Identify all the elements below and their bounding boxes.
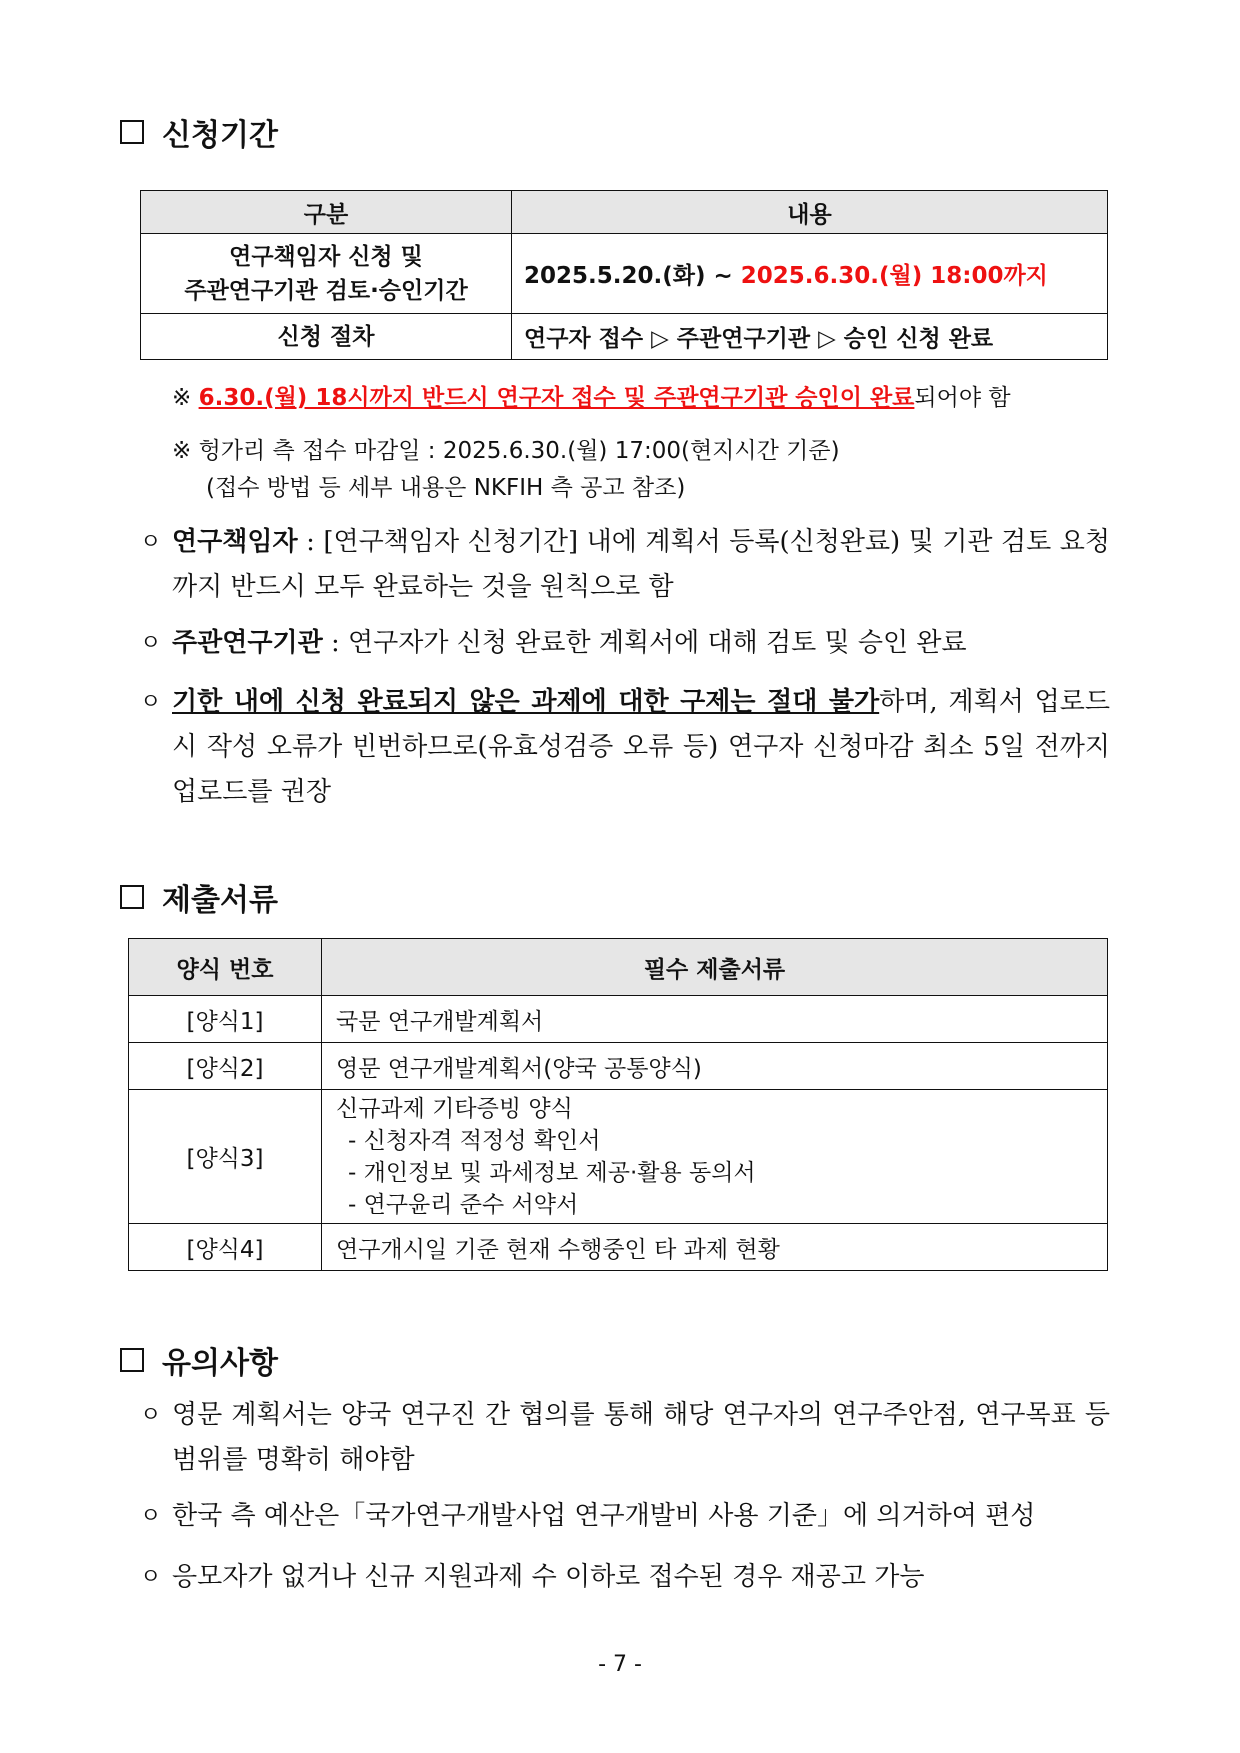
procedure-label: 신청 절차 [141, 314, 512, 360]
bullet-re-announcement: ㅇ 응모자가 없거나 신규 지원과제 수 이하로 접수된 경우 재공고 가능 [140, 1562, 925, 1592]
hungary-deadline-note: ※ 헝가리 측 접수 마감일 : 2025.6.30.(월) 17:00(현지시간 기준) (접수 방법 등 세부 내용은 NKFIH 측 공고 참조) [172, 438, 840, 501]
section-title-notes: 유의사항 [120, 1338, 278, 1382]
table-row: [양식2] 영문 연구개발계획서(양국 공통양식) [129, 1043, 1108, 1090]
bullet-budget: ㅇ 한국 측 예산은「국가연구개발사업 연구개발비 사용 기준」에 의거하여 편성 [140, 1501, 1036, 1531]
section-title-application-period: 신청기간 [120, 110, 278, 154]
table-header-row [129, 939, 1108, 996]
table-row [141, 234, 1108, 314]
header-category: 구분 [141, 191, 512, 234]
table-header-row [141, 191, 1108, 234]
page-number: - 7 - [598, 1652, 642, 1677]
table-row [141, 314, 1108, 360]
deadline-note: ※ 6.30.(월) 18시까지 반드시 연구자 접수 및 주관연구기관 승인이 완료되어야 함 [172, 385, 1011, 411]
header-form-number: 양식 번호 [129, 939, 322, 996]
checkbox-square-icon [120, 120, 144, 144]
header-content: 내용 [512, 191, 1108, 234]
checkbox-square-icon [120, 885, 144, 909]
application-period-table [140, 190, 1108, 360]
bullet-researcher: ㅇ 연구책임자 : [연구책임자 신청기간] 내에 계획서 등록(신청완료) 및 기관 검토 요청까지 반드시 모두 완료하는 것을 원칙으로 함 [140, 527, 1110, 602]
period-value: 2025.5.20.(화) ~ 2025.6.30.(월) 18:00까지 [512, 234, 1108, 314]
header-required-docs: 필수 제출서류 [322, 939, 1108, 996]
bullet-no-relief: ㅇ 기한 내에 신청 완료되지 않은 과제에 대한 구제는 절대 불가하며, 계획서 업로드 시 작성 오류가 빈번하므로(유효성검증 오류 등) 연구자 신청마감 최소 5일 전까지 업로드를 권장 [140, 687, 1110, 807]
checkbox-square-icon [120, 1348, 144, 1372]
bullet-institution: ㅇ 주관연구기관 : 연구자가 신청 완료한 계획서에 대해 검토 및 승인 완료 [140, 628, 967, 658]
documents-table [128, 938, 1108, 1271]
section-title-documents: 제출서류 [120, 875, 278, 919]
table-row: [양식3] 신규과제 기타증빙 양식 - 신청자격 적정성 확인서 - 개인정보 및 과세정보 제공·활용 동의서 - 연구윤리 준수 서약서 [129, 1090, 1108, 1224]
bullet-english-plan: ㅇ 영문 계획서는 양국 연구진 간 협의를 통해 해당 연구자의 연구주안점, 연구목표 등 범위를 명확히 해야함 [140, 1400, 1110, 1475]
period-label: 연구책임자 신청 및 주관연구기관 검토·승인기간 [141, 234, 512, 314]
table-row: [양식1] 국문 연구개발계획서 [129, 996, 1108, 1043]
table-row: [양식4] 연구개시일 기준 현재 수행중인 타 과제 현황 [129, 1224, 1108, 1271]
procedure-value: 연구자 접수 ▷ 주관연구기관 ▷ 승인 신청 완료 [512, 314, 1108, 360]
